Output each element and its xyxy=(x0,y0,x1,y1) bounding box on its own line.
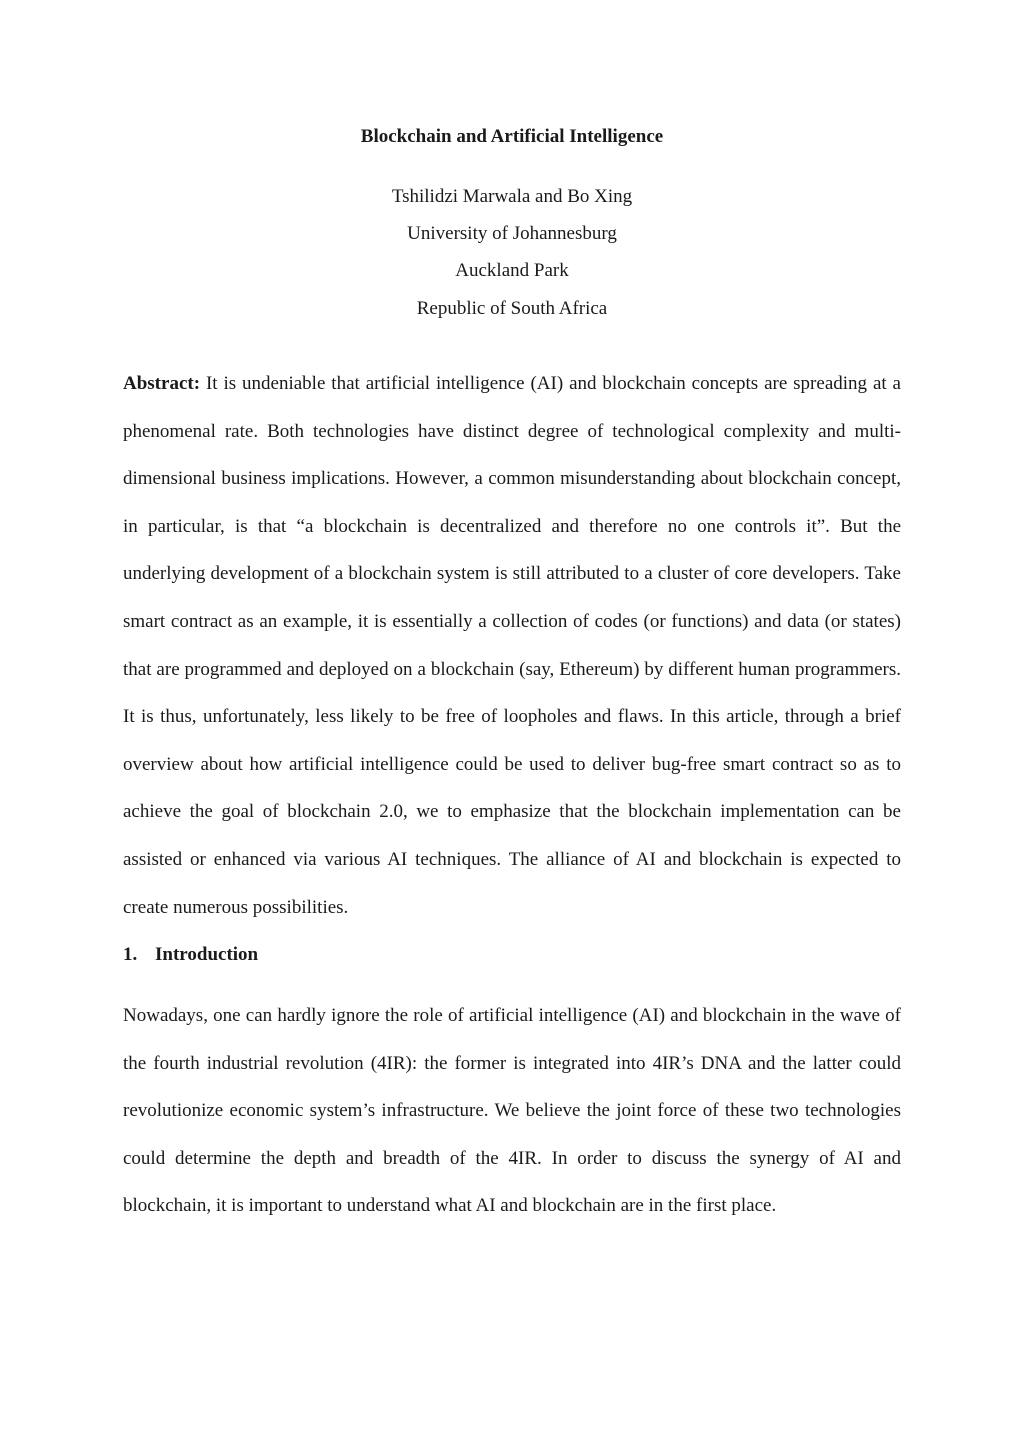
author-country: Republic of South Africa xyxy=(416,298,608,319)
abstract-paragraph xyxy=(123,360,901,931)
section-title: Introduction xyxy=(155,944,259,965)
author-names: Tshilidzi Marwala and Bo Xing xyxy=(391,186,633,207)
author-institution: University of Johannesburg xyxy=(407,223,617,244)
section-number: 1. xyxy=(123,944,138,965)
section-heading-introduction xyxy=(123,942,258,968)
paper-title: Blockchain and Artificial Intelligence xyxy=(360,126,664,147)
introduction-paragraph: Nowadays, one can hardly ignore the role of artificial intelligence (AI) and blockchain in the wave of the fourth industrial revolution (4IR): the former is integrated into 4IR’s DNA and the latter could revolutionize economic system’s infrastructure. We believe the joint force of these two technologies could determine the depth and breadth of the 4IR. In order to discuss the synergy of AI and blockchain, it is important to understand what AI and blockchain are in the first place. xyxy=(123,1005,901,1217)
author-city: Auckland Park xyxy=(455,260,569,281)
abstract-label: Abstract: xyxy=(123,373,201,394)
abstract-text: It is undeniable that artificial intelligence (AI) and blockchain concepts are spreading at a phenomenal rate. Both technologies have distinct degree of technological complexity and multi-dimensional business implications. However, a common misunderstanding about blockchain concept, in particular, is that “a blockchain is decentralized and therefore no one controls it”. But the underlying development of a blockchain system is still attributed to a cluster of core developers. Take smart contract as an example, it is essentially a collection of codes (or functions) and data (or states) that are programmed and deployed on a blockchain (say, Ethereum) by different human programmers. It is thus, unfortunately, less likely to be free of loopholes and flaws. In this article, through a brief overview about how artificial intelligence could be used to deliver bug-free smart contract so as to achieve the goal of blockchain 2.0, we to emphasize that the blockchain implementation can be assisted or enhanced via various AI techniques. The alliance of AI and blockchain is expected to create numerous possibilities. xyxy=(123,373,901,918)
